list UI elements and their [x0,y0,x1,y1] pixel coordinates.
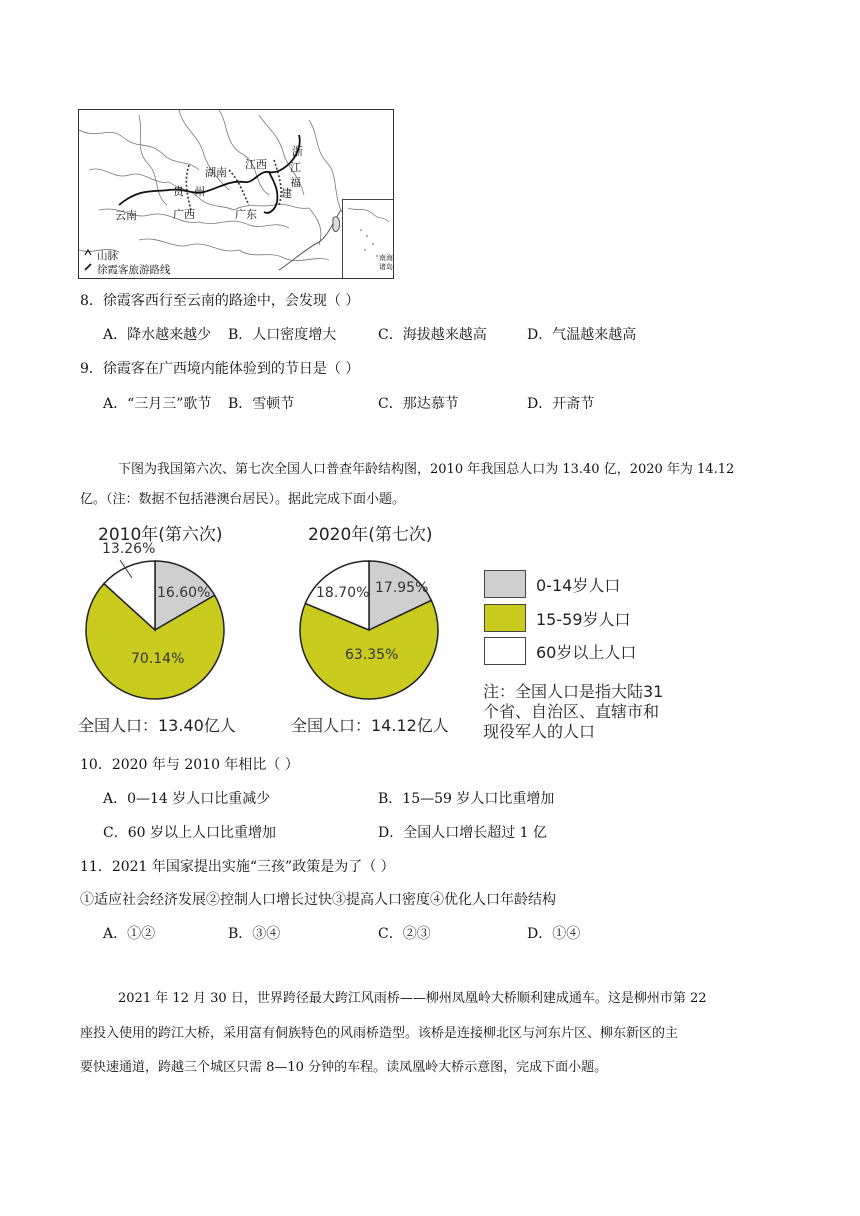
pie-2020-label-60plus: 18.70% [316,585,370,601]
question-10-stem: 10．2020 年与 2010 年相比（ ） [80,757,299,773]
passage-2-line-2: 座投入使用的跨江大桥，采用富有侗族特色的风雨桥造型。该桥是连接柳北区与河东片区、柳东新区的主 [80,1026,679,1041]
province-label: 云南 [115,209,137,222]
province-label: 广东 [235,208,257,221]
pie-2010-label-15-59: 70.14% [131,651,185,667]
q8-option-c: C．海拔越来越高 [378,327,487,343]
passage-2-line-3: 要快速通道，跨越三个城区只需 8—10 分钟的车程。读凤凰岭大桥示意图，完成下面小题。 [80,1060,608,1075]
question-9-stem: 9．徐霞客在广西境内能体验到的节日是（ ） [80,361,360,377]
legend-label-60plus: 60岁以上人口 [536,643,637,662]
pie-2020-title: 2020年(第七次) [308,525,433,545]
inset-label: 诸岛 [379,263,393,271]
pie-2010-label-0-14: 16.60% [157,585,211,601]
province-label: 建 [281,187,292,200]
province-label: 江 [290,161,301,174]
q10-option-d: D．全国人口增长超过 1 亿 [378,825,548,841]
q11-option-b: B．③④ [228,926,281,942]
passage-2-line-1: 2021 年 12 月 30 日，世界跨径最大跨江风雨桥——柳州凤凰岭大桥顺利建成通车。这是柳州市第 22 [118,991,707,1006]
legend-label-15-59: 15-59岁人口 [536,610,631,629]
chart-note-line-2: 个省、自治区、直辖市和 [483,702,660,721]
route-legend-icon [85,264,91,270]
pie-2020-total: 全国人口：14.12亿人 [291,716,449,735]
chart-note-line-1: 注：全国人口是指大陆31 [483,682,664,701]
province-label: 浙 [292,145,303,158]
pie-2010-title: 2010年(第六次) [98,525,223,545]
q11-option-a: A．①② [103,926,156,942]
province-label: 福 [290,176,301,189]
passage-1-line-2: 亿。（注：数据不包括港澳台居民）。据此完成下面小题。 [80,492,406,507]
province-label: 湖南 [205,166,227,179]
q10-option-a: A．0—14 岁人口比重减少 [103,791,271,807]
pie-2010-total: 全国人口：13.40亿人 [78,716,236,735]
question-8-stem: 8．徐霞客西行至云南的路途中，会发现（ ） [80,293,360,309]
province-label: 贵 [173,185,184,198]
q8-option-b: B．人口密度增大 [228,327,337,343]
pie-2020-label-0-14: 17.95% [375,580,429,596]
mountain-legend-icon [85,250,91,255]
q11-option-d: D．①④ [527,926,581,942]
q9-option-a: A．“三月三”歌节 [103,396,212,412]
legend-swatch-15-59 [484,604,526,632]
legend-route: 徐霞客旅游路线 [97,264,171,276]
legend-swatch-0-14 [484,570,526,598]
pie-2020-label-15-59: 63.35% [345,647,399,663]
pie-2010 [80,555,230,705]
province-label: 江西 [245,158,267,171]
pie-2010-label-60plus: 13.26% [102,541,156,557]
legend-mountain: 山脉 [97,250,118,262]
q10-option-b: B．15—59 岁人口比重增加 [378,791,555,807]
legend-swatch-60plus [484,637,526,665]
q8-option-a: A．降水越来越少 [103,327,212,343]
province-label: 州 [194,185,205,198]
chart-note-line-3: 现役军人的人口 [483,722,596,741]
province-label: 广西 [173,208,195,221]
pie-2020 [294,555,444,705]
q8-option-d: D．气温越来越高 [527,327,637,343]
q9-option-c: C．那达慕节 [378,396,459,412]
south-china-sea-inset [342,199,393,278]
q10-option-c: C．60 岁以上人口比重增加 [103,825,276,841]
passage-1-line-1: 下图为我国第六次、第七次全国人口普查年龄结构图，2010 年我国总人口为 13.40 亿，2020 年为 14.12 [118,462,735,477]
route-map [78,109,394,279]
inset-label: 南海 [379,254,393,262]
q9-option-b: B．雪顿节 [228,396,295,412]
q11-option-c: C．②③ [378,926,431,942]
legend-label-0-14: 0-14岁人口 [536,576,621,595]
q9-option-d: D．开斋节 [527,396,595,412]
leader-line [114,556,144,586]
question-11-stem: 11．2021 年国家提出实施“三孩”政策是为了（ ） [80,859,395,875]
question-11-items: ①适应社会经济发展②控制人口增长过快③提高人口密度④优化人口年龄结构 [80,892,556,908]
